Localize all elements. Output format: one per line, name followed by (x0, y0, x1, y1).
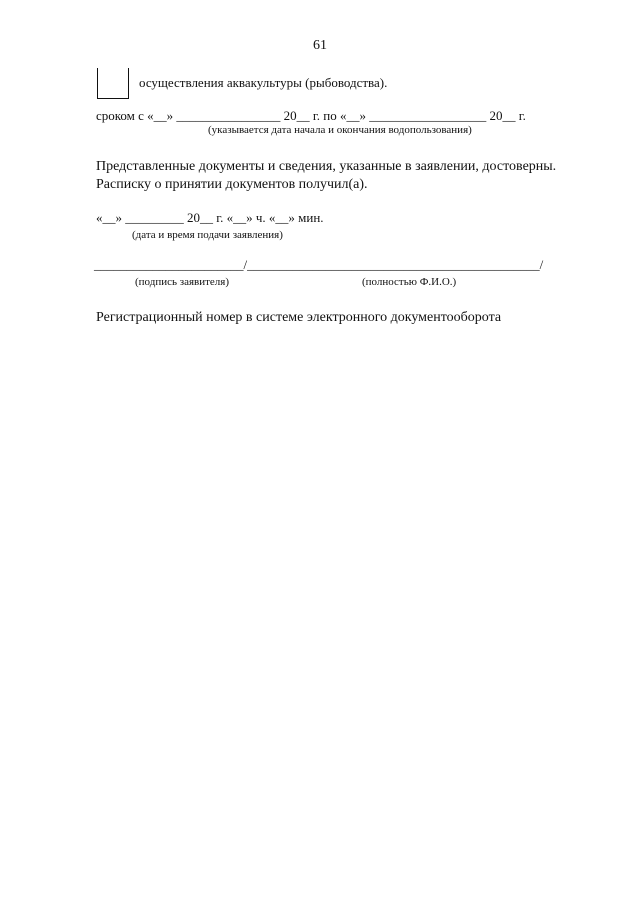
signature-hint: (подпись заявителя) (135, 276, 230, 288)
datetime-hint: (дата и время подачи заявления) (132, 229, 283, 241)
page-number: 61 (313, 38, 327, 53)
signature-field-line: _______________________/_____________________________________________/ (94, 257, 544, 272)
checkbox-label: осуществления аквакультуры (рыбоводства). (139, 75, 388, 90)
statement-text: Представленные документы и сведения, указанные в заявлении, достоверны. (96, 159, 557, 174)
checkbox[interactable] (97, 68, 129, 99)
registration-number-label: Регистрационный номер в системе электронного документооборота (96, 310, 502, 325)
term-hint: (указывается дата начала и окончания водопользования) (208, 124, 472, 136)
datetime-field-line: «__» _________ 20__ г. «__» ч. «__» мин. (96, 210, 324, 225)
receipt-text: Расписку о принятии документов получил(а). (96, 177, 368, 192)
term-field-line: сроком с «__» ________________ 20__ г. по «__» __________________ 20__ г. (96, 108, 526, 123)
fio-hint: (полностью Ф.И.О.) (362, 276, 457, 288)
